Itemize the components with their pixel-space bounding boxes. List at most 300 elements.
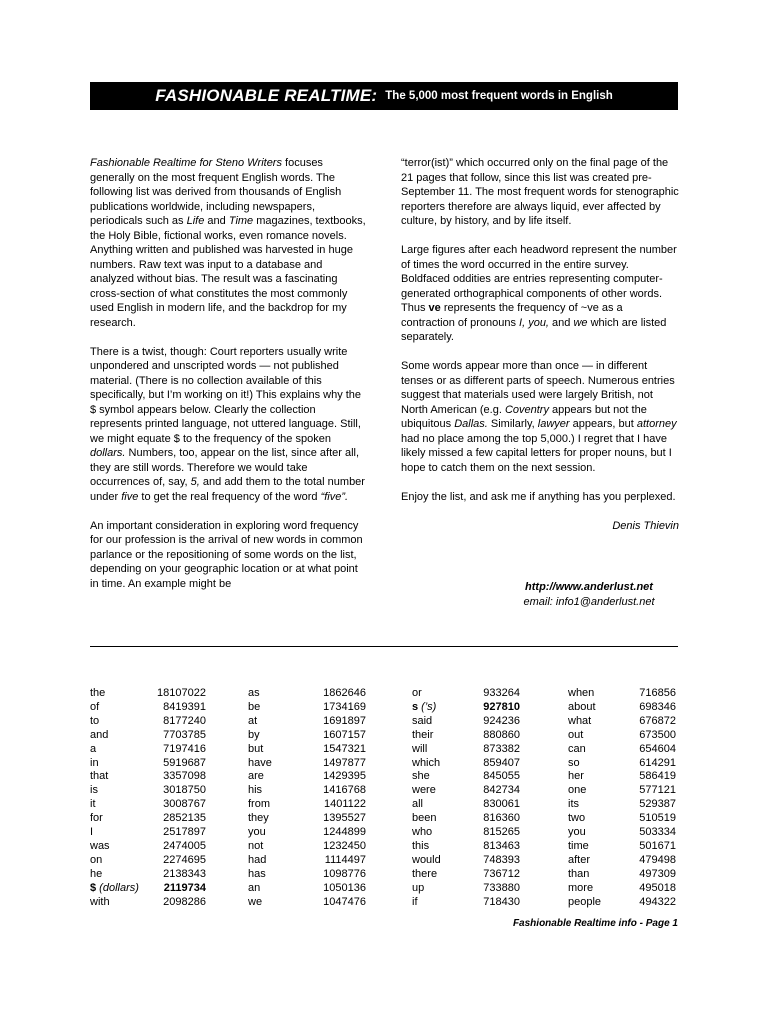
frequency-count: 8177240: [163, 714, 206, 727]
headword-text: to: [90, 714, 100, 727]
emphasis: dollars.: [90, 447, 126, 459]
word-entry: [248, 854, 366, 868]
text-span: Similarly,: [487, 418, 538, 430]
intro-paragraph-3: An important consideration in exploring word frequency for our profession is the arrival of new words in common parlance or the repositioning of some words on the list, depending on your geographic location or at what point in time. An example might be: [90, 519, 363, 590]
headword-text: they: [248, 812, 269, 825]
word-entry: [568, 757, 676, 771]
word-entry: [90, 826, 206, 840]
headword-text: which: [412, 756, 441, 769]
word-entry: [412, 701, 520, 715]
word-entry: [412, 840, 520, 854]
headword: [248, 798, 308, 812]
headword: [568, 701, 626, 715]
word-entry: [568, 743, 676, 757]
headword: [412, 757, 470, 771]
headword: [248, 826, 308, 840]
frequency-count: 736712: [483, 867, 520, 880]
word-entry: [568, 701, 676, 715]
frequency-count: 2138343: [163, 867, 206, 880]
headword: [248, 896, 308, 910]
intro-paragraph-6: [401, 359, 679, 475]
intro-left-column: [90, 156, 368, 606]
headword: [90, 826, 150, 840]
word-entry: [568, 868, 676, 882]
headword-text: for: [90, 812, 103, 825]
word-entry: [568, 812, 676, 826]
frequency-count: 927810: [483, 700, 520, 713]
frequency-count: 1050136: [323, 881, 366, 894]
headword: [90, 812, 150, 826]
frequency-count: 654604: [639, 742, 676, 755]
headword-text: an: [248, 881, 261, 894]
text-span: and: [549, 316, 574, 329]
headword: [412, 798, 470, 812]
frequency-count: 842734: [483, 784, 520, 797]
page-footer: Fashionable Realtime info - Page 1: [512, 918, 678, 929]
headword-text: who: [412, 826, 433, 839]
frequency-count: 718430: [483, 895, 520, 908]
headword-text: from: [248, 798, 270, 811]
frequency-count: 1691897: [323, 714, 366, 727]
word-entry: [248, 812, 366, 826]
headword-text: have: [248, 756, 272, 769]
word-entry: [248, 882, 366, 896]
author-signature: Denis Thievin: [612, 519, 679, 532]
title-banner: [90, 82, 678, 110]
headword: [568, 798, 626, 812]
headword-text: with: [90, 895, 110, 908]
headword: [412, 868, 470, 882]
frequency-count: 1547321: [323, 742, 366, 755]
website-link[interactable]: http://www.anderlust.net: [525, 581, 653, 593]
word-entry: [90, 840, 206, 854]
intro-paragraph-5: [401, 243, 679, 345]
headword-text: not: [248, 839, 264, 852]
intro-paragraph-2: [90, 345, 368, 505]
headword: [412, 784, 470, 798]
word-entry: [568, 784, 676, 798]
headword-text: $: [90, 881, 97, 894]
frequency-count: 873382: [483, 742, 520, 755]
emphasis: Coventry: [504, 403, 549, 416]
document-title: FASHIONABLE REALTIME:: [155, 86, 378, 105]
word-entry: [90, 701, 206, 715]
headword-text: their: [412, 728, 434, 741]
headword: [248, 757, 308, 771]
headword: [568, 729, 626, 743]
emphasis: attorney: [636, 418, 677, 430]
frequency-count: 1416768: [323, 784, 366, 797]
headword-text: has: [248, 867, 266, 880]
word-entry: [90, 743, 206, 757]
word-entry: [248, 798, 366, 812]
headword: [248, 784, 308, 798]
frequency-count: 501671: [639, 839, 676, 852]
headword: [90, 743, 150, 757]
frequency-count: 3357098: [163, 770, 206, 783]
word-entry: [412, 770, 520, 784]
headword: [412, 882, 470, 896]
headword-text: been: [412, 812, 437, 825]
word-entry: [248, 757, 366, 771]
headword-text: or: [412, 687, 422, 699]
magazine-name: Time: [228, 215, 254, 227]
frequency-count: 577121: [639, 784, 676, 797]
word-entry: [412, 882, 520, 896]
frequency-count: 1734169: [323, 700, 366, 713]
headword: [90, 784, 150, 798]
headword-text: and: [90, 728, 109, 741]
headword-note: (dollars): [96, 881, 139, 894]
word-entry: [568, 729, 676, 743]
headword: [568, 896, 626, 910]
headword-text: its: [568, 798, 579, 811]
headword-text: were: [412, 784, 436, 797]
headword: [412, 687, 470, 701]
frequency-count: 8419391: [163, 700, 206, 713]
headword-text: had: [248, 853, 267, 866]
headword-text: about: [568, 700, 596, 713]
headword: [90, 840, 150, 854]
emphasis: “five”.: [320, 490, 349, 503]
frequency-count: 1244899: [323, 826, 366, 839]
text-span: magazines, textbooks, the Holy Bible, fictional works, even romance novels. Anything written and published was harvested in huge numbers. Raw text was input to a database and analyzed without bias. The result was a fascinating cross-section of what constitutes the most commonly used English in modern life, and the backdrop for my research.: [90, 215, 366, 329]
frequency-count: 813463: [483, 839, 520, 852]
intro-paragraph-1: [90, 156, 368, 330]
headword-text: but: [248, 742, 264, 755]
headword-text: you: [568, 826, 586, 839]
headword: [90, 868, 150, 882]
frequency-count: 2852135: [163, 812, 206, 825]
frequency-count: 1862646: [323, 687, 366, 699]
headword: [90, 687, 150, 701]
headword: [568, 715, 626, 729]
frequency-count: 529387: [639, 798, 676, 811]
headword-text: there: [412, 867, 438, 880]
headword-text: can: [568, 742, 586, 755]
headword: [568, 868, 626, 882]
text-span: Some words appear more than once — in different tenses or as different parts of speech. Numerous entries suggest that materials used were largely British, not North American (e.g.: [401, 360, 675, 416]
word-entry: [568, 826, 676, 840]
headword: [568, 784, 626, 798]
headword: [412, 840, 470, 854]
word-entry: [412, 743, 520, 757]
text-span: appears, but: [569, 418, 637, 430]
headword-text: out: [568, 728, 584, 741]
frequency-count: 1232450: [323, 839, 366, 852]
headword-text: this: [412, 839, 430, 852]
frequency-count: 880860: [483, 728, 520, 741]
headword-text: time: [568, 839, 589, 852]
intro-paragraph-4: “terror(ist)” which occurred only on the final page of the 21 pages that follow, since this list was created pre-September 11. The most frequent words for stenographic reporters therefore are always liquid, ever affected by culture, by history, and by life itself.: [401, 157, 679, 227]
headword-text: more: [568, 881, 594, 894]
frequency-count: 815265: [483, 826, 520, 839]
headword: [568, 757, 626, 771]
headword: [412, 826, 470, 840]
emphasis: Dallas.: [454, 418, 488, 430]
headword: [412, 854, 470, 868]
headword: [90, 757, 150, 771]
word-column-2: [248, 687, 366, 910]
text-span: which are listed separately.: [401, 316, 667, 343]
word-entry: [412, 757, 520, 771]
frequency-count: 495018: [639, 881, 676, 894]
text-span: to get the real frequency of the word: [138, 490, 321, 503]
word-entry: [412, 896, 520, 910]
headword: [568, 812, 626, 826]
headword: [248, 743, 308, 757]
text-span: and add them to the total number under: [90, 476, 365, 503]
text-span: Large figures after each headword represent the number of times the word occurred in the entire survey. Boldfaced oddities are entries representing computer-generated orthographical components of other words. Thus: [401, 244, 677, 314]
headword: [412, 729, 470, 743]
headword-text: on: [90, 853, 103, 866]
headword-text: one: [568, 784, 587, 797]
headword: [568, 826, 626, 840]
headword-text: her: [568, 770, 584, 783]
text-span: represents the frequency of ~ve as a contraction of pronouns: [401, 302, 623, 329]
headword-text: s: [412, 700, 419, 713]
intro-right-column: [401, 156, 679, 548]
frequency-count: 1114497: [324, 853, 366, 866]
section-divider: [90, 646, 678, 647]
frequency-count: 1429395: [323, 770, 366, 783]
frequency-count: 748393: [483, 853, 520, 866]
word-entry: [568, 840, 676, 854]
frequency-count: 1497877: [323, 756, 366, 769]
document-subtitle: The 5,000 most frequent words in English: [385, 90, 613, 102]
word-entry: [412, 812, 520, 826]
headword-text: said: [412, 714, 433, 727]
headword: [90, 715, 150, 729]
emphasis: we: [573, 316, 588, 329]
headword-text: so: [568, 756, 580, 769]
headword-text: was: [90, 839, 110, 852]
text-span: had no place among the top 5,000.) I regret that I have likely missed a few capital letters for proper nouns, but I hope to catch them on the next session.: [401, 432, 672, 474]
frequency-count: 2119734: [163, 881, 206, 894]
frequency-count: 479498: [639, 853, 676, 866]
headword-text: a: [90, 742, 97, 755]
frequency-count: 1395527: [323, 812, 366, 825]
word-entry: [90, 812, 206, 826]
headword-text: people: [568, 895, 602, 908]
word-entry: [412, 687, 520, 701]
headword: [248, 882, 308, 896]
headword-text: I: [90, 826, 94, 839]
text-span: Numbers, too, appear on the list, since after all, they are still words. Therefore we would take occurrences of, say,: [90, 447, 360, 488]
word-entry: [248, 896, 366, 910]
word-entry: [412, 868, 520, 882]
word-entry: [412, 715, 520, 729]
headword-text: he: [90, 867, 103, 880]
frequency-count: 18107022: [157, 687, 206, 699]
headword-text: up: [412, 881, 425, 894]
headword: [90, 882, 150, 896]
text-span: focuses generally on the most frequent English words. The following list was derived from thousands of English publications worldwide, including newspapers, periodicals such as: [90, 157, 342, 227]
frequency-count: 5919687: [163, 756, 206, 769]
frequency-count: 816360: [483, 812, 520, 825]
headword: [568, 882, 626, 896]
frequency-count: 830061: [483, 798, 520, 811]
headword-text: his: [248, 784, 263, 797]
headword: [412, 812, 470, 826]
frequency-count: 716856: [639, 687, 676, 699]
word-entry: [568, 882, 676, 896]
frequency-count: 2098286: [163, 895, 206, 908]
headword-text: of: [90, 700, 100, 713]
frequency-count: 2517897: [163, 826, 206, 839]
word-entry: [90, 715, 206, 729]
frequency-count: 7703785: [163, 728, 206, 741]
email-address[interactable]: email: info1@anderlust.net: [523, 596, 655, 608]
headword: [412, 743, 470, 757]
word-entry: [412, 826, 520, 840]
word-entry: [90, 868, 206, 882]
intro-paragraph-7: Enjoy the list, and ask me if anything has you perplexed.: [401, 490, 676, 503]
word-entry: [90, 882, 206, 896]
headword-text: after: [568, 853, 591, 866]
headword-text: what: [568, 714, 592, 727]
headword-text: if: [412, 895, 418, 908]
frequency-count: 614291: [639, 756, 676, 769]
text-span: and: [204, 215, 229, 227]
headword-text: all: [412, 798, 424, 811]
text-span: appears but not the ubiquitous: [401, 403, 647, 430]
word-entry: [248, 743, 366, 757]
headword: [412, 701, 470, 715]
frequency-count: 497309: [639, 867, 676, 880]
word-entry: [248, 701, 366, 715]
frequency-count: 676872: [639, 714, 676, 727]
frequency-count: 924236: [483, 714, 520, 727]
headword: [248, 715, 308, 729]
word-entry: [248, 770, 366, 784]
frequency-count: 1047476: [323, 895, 366, 908]
frequency-count: 2474005: [163, 839, 206, 852]
headword-text: be: [248, 700, 261, 713]
word-entry: [412, 854, 520, 868]
word-entry: [568, 770, 676, 784]
headword-text: than: [568, 867, 590, 880]
frequency-count: 2274695: [163, 853, 206, 866]
frequency-count: 494322: [639, 895, 676, 908]
headword-text: the: [90, 687, 106, 699]
headword-text: in: [90, 756, 99, 769]
headword-text: at: [248, 714, 258, 727]
frequency-count: 698346: [639, 700, 676, 713]
word-entry: [90, 729, 206, 743]
headword-text: will: [412, 742, 428, 755]
headword: [248, 729, 308, 743]
headword: [90, 701, 150, 715]
emphasis: ve: [428, 302, 441, 314]
headword-text: you: [248, 826, 266, 839]
headword-text: it: [90, 798, 96, 811]
word-entry: [568, 798, 676, 812]
headword-text: that: [90, 770, 109, 783]
headword: [248, 701, 308, 715]
headword: [90, 854, 150, 868]
headword-text: are: [248, 770, 264, 783]
word-entry: [248, 826, 366, 840]
headword-text: we: [248, 895, 263, 908]
word-entry: [412, 784, 520, 798]
word-entry: [568, 854, 676, 868]
headword-text: would: [412, 853, 441, 866]
frequency-count: 510519: [639, 812, 676, 825]
word-column-1: [90, 687, 206, 910]
headword: [90, 729, 150, 743]
word-entry: [412, 798, 520, 812]
word-entry: [248, 687, 366, 701]
frequency-count: 845055: [483, 770, 520, 783]
text-span: There is a twist, though: Court reporters usually write unpondered and unscripted words — not published material. (There is no collection available of this specifically, but I’m working on it!) This explains why the $ symbol appears below. Clearly the collection represents printed language, not uttered language. Still, we might equate $ to the frequency of the spoken: [90, 345, 362, 445]
publication-title: Fashionable Realtime for Steno Writers: [90, 157, 282, 169]
frequency-count: 586419: [639, 770, 676, 783]
frequency-count: 7197416: [163, 742, 206, 755]
emphasis: five: [121, 490, 139, 503]
emphasis: 5,: [190, 476, 200, 488]
headword: [568, 770, 626, 784]
headword-text: is: [90, 784, 98, 797]
frequency-count: 3008767: [163, 798, 206, 811]
headword: [412, 896, 470, 910]
headword: [248, 868, 308, 882]
frequency-count: 503334: [639, 826, 676, 839]
headword: [248, 770, 308, 784]
headword-text: she: [412, 770, 430, 783]
headword: [248, 840, 308, 854]
headword: [568, 687, 626, 701]
word-entry: [568, 715, 676, 729]
headword: [248, 812, 308, 826]
headword: [568, 743, 626, 757]
word-entry: [248, 729, 366, 743]
frequency-count: 1401122: [323, 798, 366, 811]
word-entry: [248, 715, 366, 729]
word-entry: [412, 729, 520, 743]
word-entry: [90, 798, 206, 812]
emphasis: lawyer: [537, 418, 570, 430]
frequency-count: 673500: [639, 728, 676, 741]
word-entry: [248, 868, 366, 882]
headword-text: when: [568, 687, 595, 699]
frequency-count: 1098776: [323, 867, 366, 880]
headword: [412, 715, 470, 729]
headword-text: by: [248, 728, 260, 741]
frequency-count: 733880: [483, 881, 520, 894]
frequency-count: 1607157: [323, 728, 366, 741]
word-column-4: [568, 687, 676, 910]
headword: [90, 896, 150, 910]
emphasis: I, you,: [519, 316, 549, 329]
headword: [90, 798, 150, 812]
word-entry: [568, 687, 676, 701]
headword-text: as: [248, 687, 260, 699]
headword: [568, 854, 626, 868]
headword: [248, 854, 308, 868]
headword: [248, 687, 308, 701]
word-entry: [90, 896, 206, 910]
headword: [412, 770, 470, 784]
magazine-name: Life: [186, 215, 205, 227]
frequency-count: 859407: [483, 756, 520, 769]
headword-text: two: [568, 812, 586, 825]
word-entry: [90, 770, 206, 784]
frequency-count: 933264: [483, 687, 520, 699]
word-entry: [90, 757, 206, 771]
word-entry: [90, 784, 206, 798]
word-entry: [248, 784, 366, 798]
